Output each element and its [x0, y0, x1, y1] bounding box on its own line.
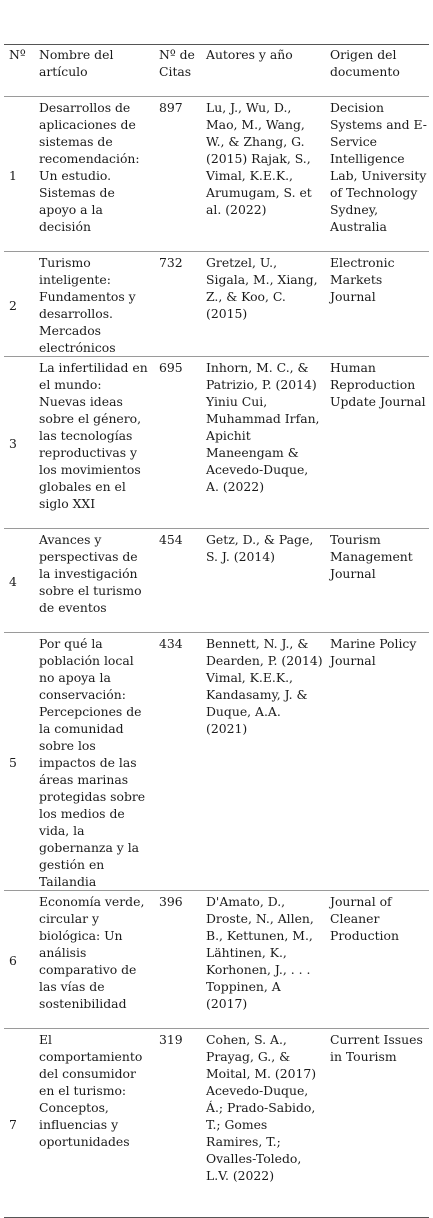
article-title: Desarrollos de aplicaciones de sistemas de recomendación: Un estudio. Sistemas de apoyo a la decisión	[34, 97, 154, 252]
row-number: 1	[4, 97, 34, 252]
table-row	[4, 1029, 429, 1218]
authors-year: Bennett, N. J., & Dearden, P. (2014) Vimal, K.E.K., Kandasamy, J. & Duque, A.A. (2021)	[201, 633, 325, 891]
authors-year: Getz, D., & Page, S. J. (2014)	[201, 529, 325, 633]
citation-count: 732	[154, 252, 201, 357]
article-title: La infertilidad en el mundo: Nuevas ideas sobre el género, las tecnologías reproductivas y los movimientos globales en el siglo XXI	[34, 357, 154, 529]
row-number: 6	[4, 891, 34, 1029]
header-citations: Nº de Citas	[154, 45, 201, 97]
table-row	[4, 252, 429, 357]
citations-table	[4, 44, 429, 1218]
authors-year: Inhorn, M. C., & Patrizio, P. (2014) Yiniu Cui, Muhammad Irfan, Apichit Maneengam & Acevedo-Duque, A. (2022)	[201, 357, 325, 529]
citation-count: 319	[154, 1029, 201, 1218]
authors-year: Cohen, S. A., Prayag, G., & Moital, M. (2017) Acevedo-Duque, Á.; Prado-Sabido, T.; Gomes Ramires, T.; Ovalles-Toledo, L.V. (2022)	[201, 1029, 325, 1218]
table-row	[4, 357, 429, 529]
header-number: Nº	[4, 45, 34, 97]
document-origin: Journal of Cleaner Production	[325, 891, 429, 1029]
document-origin: Current Issues in Tourism	[325, 1029, 429, 1218]
article-title: Avances y perspectivas de la investigación sobre el turismo de eventos	[34, 529, 154, 633]
document-origin: Tourism Management Journal	[325, 529, 429, 633]
citation-count: 897	[154, 97, 201, 252]
citation-count: 695	[154, 357, 201, 529]
document-origin: Marine Policy Journal	[325, 633, 429, 891]
citation-count: 396	[154, 891, 201, 1029]
row-number: 5	[4, 633, 34, 891]
row-number: 7	[4, 1029, 34, 1218]
table-row	[4, 633, 429, 891]
article-title: Por qué la población local no apoya la conservación: Percepciones de la comunidad sobre los impactos de las áreas marinas protegidas sobre los medios de vida, la gobernanza y la gestión en Tailandia	[34, 633, 154, 891]
article-title: El comportamiento del consumidor en el turismo: Conceptos, influencias y oportunidades	[34, 1029, 154, 1218]
table-row	[4, 891, 429, 1029]
table-row	[4, 97, 429, 252]
authors-year: Lu, J., Wu, D., Mao, M., Wang, W., & Zhang, G. (2015) Rajak, S., Vimal, K.E.K., Arumugam, S. et al. (2022)	[201, 97, 325, 252]
document-origin: Decision Systems and E-Service Intelligence Lab, University of Technology Sydney, Australia	[325, 97, 429, 252]
article-title: Economía verde, circular y biológica: Un análisis comparativo de las vías de sostenibilidad	[34, 891, 154, 1029]
row-number: 4	[4, 529, 34, 633]
table-header-row	[4, 45, 429, 97]
header-article-title: Nombre del artículo	[34, 45, 154, 97]
citation-count: 454	[154, 529, 201, 633]
row-number: 3	[4, 357, 34, 529]
document-origin: Electronic Markets Journal	[325, 252, 429, 357]
row-number: 2	[4, 252, 34, 357]
citation-count: 434	[154, 633, 201, 891]
table-row	[4, 529, 429, 633]
header-authors-year: Autores y año	[201, 45, 325, 97]
authors-year: Gretzel, U., Sigala, M., Xiang, Z., & Koo, C. (2015)	[201, 252, 325, 357]
document-origin: Human Reproduction Update Journal	[325, 357, 429, 529]
authors-year: D'Amato, D., Droste, N., Allen, B., Kettunen, M., Lähtinen, K., Korhonen, J., . . . Toppinen, A (2017)	[201, 891, 325, 1029]
article-title: Turismo inteligente: Fundamentos y desarrollos. Mercados electrónicos	[34, 252, 154, 357]
header-document-origin: Origen del documento	[325, 45, 429, 97]
